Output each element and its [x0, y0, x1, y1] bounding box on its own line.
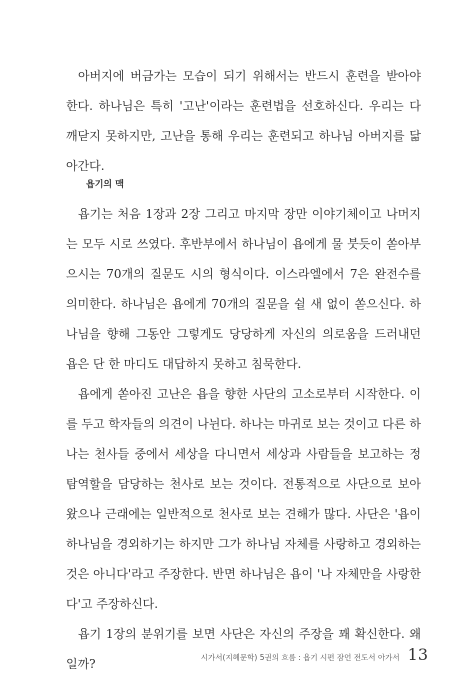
page-number: 13 — [407, 645, 428, 664]
body-paragraph-3: 욥기 1장의 분위기를 보면 사단은 자신의 주장을 꽤 확신한다. 왜일까? — [66, 627, 421, 671]
intro-paragraph: 아버지에 버금가는 모습이 되기 위해서는 반드시 훈련을 받아야 한다. 하나님은 특히 '고난'이라는 훈련법을 선호하신다. 우리는 다 깨닫지 못하지만, 고난을 통해 우리는 훈련되고 하나님 아버지를 닮아간다. — [66, 69, 421, 173]
body-paragraph-2: 욥에게 쏟아진 고난은 욥을 향한 사단의 고소로부터 시작한다. 이를 두고 학자들의 의견이 나뉜다. 하나는 마귀로 보는 것이고 다른 하나는 천사들 중에서 세상을 다니면서 세상과 사람들을 보고하는 정탐역할을 담당하는 천사로 보는 것이다. 전통적으로 사단으로 보아 왔으나 근래에는 일반적으로 천사로 보는 견해가 많다. 사단은 '욥이 하나님을 경외하기는 하지만 그가 하나님 자체를 사랑하고 경외하는 것은 아니다'라고 주장한다. 반면 하나님은 욥이 '나 자체만을 사랑한다'고 주장하신다. — [66, 387, 421, 611]
page-footer — [201, 645, 428, 665]
running-title: 시가서(지혜문학) 5권의 흐름 : 욥기 시편 잠언 전도서 아가서 — [200, 653, 400, 662]
body-paragraph-1: 욥기는 처음 1장과 2장 그리고 마지막 장만 이야기체이고 나머지는 모두 시로 쓰였다. 후반부에서 하나님이 욥에게 물 붓듯이 쏟아부으시는 70개의 질문도 시의 형식이다. 이스라엘에서 7은 완전수를 의미한다. 하나님은 욥에게 70개의 질문을 쉴 새 없이 쏟으신다. 하나님을 향해 그동안 그렇게도 당당하게 자신의 의로움을 드러내던 욥은 단 한 마디도 대답하지 못하고 침묵한다. — [66, 207, 421, 371]
section-body — [66, 199, 421, 679]
intro-block — [66, 61, 421, 181]
section-heading: 욥기의 맥 — [86, 180, 124, 190]
